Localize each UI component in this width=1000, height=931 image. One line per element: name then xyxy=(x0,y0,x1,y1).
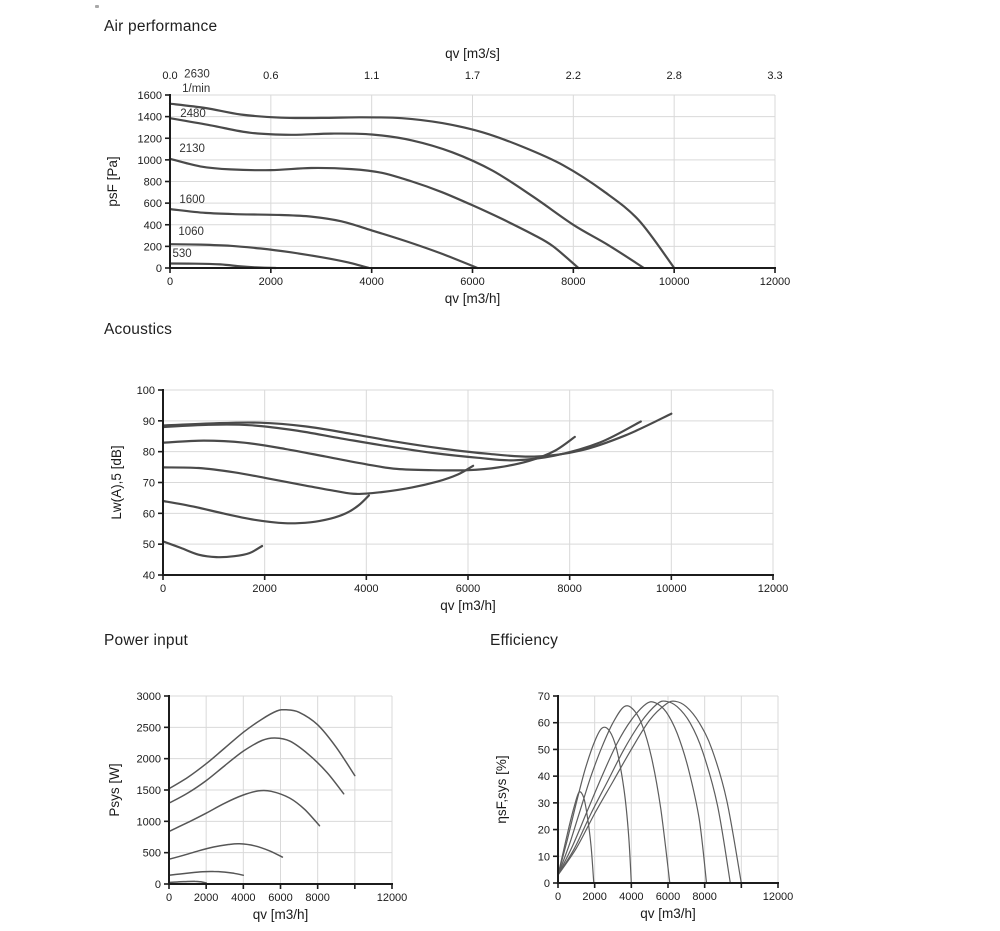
y-tick-label: 1200 xyxy=(137,133,162,146)
y-tick-label: 800 xyxy=(143,176,162,189)
y-tick-label: 0 xyxy=(155,263,162,275)
x-axis-title: qv [m3/h] xyxy=(252,907,309,922)
y-tick-label: 1600 xyxy=(137,90,162,102)
efficiency-chart xyxy=(478,656,794,931)
x-tick-label: 2000 xyxy=(582,891,607,903)
curve-label-1060: 1060 xyxy=(178,226,204,239)
x-tick-label: 2000 xyxy=(193,892,219,904)
x-tick-label: 12000 xyxy=(757,583,789,595)
x2-tick-label: 2.8 xyxy=(666,70,682,82)
x-tick-label: 6000 xyxy=(460,276,485,288)
y-tick-label: 80 xyxy=(142,446,155,459)
y-axis-title: Lw(A),5 [dB] xyxy=(109,445,124,520)
y-tick-label: 3000 xyxy=(136,691,161,703)
x-tick-label: 4000 xyxy=(359,276,384,288)
tick-labels xyxy=(137,691,408,904)
x-tick-label: 2000 xyxy=(258,276,284,288)
series-530 xyxy=(169,881,206,883)
x2-tick-label: 0.0 xyxy=(162,70,178,82)
y-axis-title: Psys [W] xyxy=(107,763,122,817)
x-tick-label: 8000 xyxy=(561,276,586,288)
series-1600 xyxy=(170,209,478,268)
axis-ticks xyxy=(158,390,773,580)
y-tick-label: 100 xyxy=(136,385,155,397)
axis-ticks xyxy=(553,696,778,888)
x2-tick-label: 1.1 xyxy=(364,70,380,82)
y-tick-label: 40 xyxy=(142,570,155,582)
x2-tick-label: 3.3 xyxy=(767,70,783,82)
x-tick-label: 8000 xyxy=(557,583,582,595)
series-2130 xyxy=(163,437,575,471)
x-tick-label: 10000 xyxy=(656,583,687,595)
y-tick-label: 70 xyxy=(537,691,550,703)
gridlines xyxy=(558,696,778,883)
series-1060 xyxy=(163,496,369,524)
curve-label-1600: 1600 xyxy=(179,194,205,207)
x-tick-label: 8000 xyxy=(692,891,717,903)
y-tick-label: 60 xyxy=(537,717,550,730)
y-tick-label: 1000 xyxy=(137,154,162,167)
x-tick-label: 2000 xyxy=(252,583,277,595)
x-tick-label: 10000 xyxy=(658,276,690,288)
air-performance-chart xyxy=(100,42,800,320)
x-tick-label: 0 xyxy=(166,276,174,288)
x-tick-label: 12000 xyxy=(759,276,791,288)
x2-tick-label: 2.2 xyxy=(565,70,581,82)
y-tick-label: 20 xyxy=(537,824,550,837)
efficiency-title: Efficiency xyxy=(490,632,559,649)
gridlines xyxy=(163,390,773,575)
y-tick-label: 60 xyxy=(142,508,155,521)
y-tick-label: 1400 xyxy=(137,111,162,124)
x-tick-label: 12000 xyxy=(762,891,794,903)
power-input-title: Power input xyxy=(104,632,189,649)
y-tick-label: 0 xyxy=(543,878,550,890)
y-tick-label: 0 xyxy=(154,879,161,891)
x-axis-title: qv [m3/h] xyxy=(640,906,696,921)
tick-labels xyxy=(138,90,791,288)
y-tick-label: 2500 xyxy=(136,722,161,735)
x-tick-label: 12000 xyxy=(376,892,408,904)
y-tick-label: 40 xyxy=(537,771,550,784)
x-axis-title: qv [m3/h] xyxy=(444,291,501,306)
curve-label-1min: 1/min xyxy=(182,82,211,95)
curve-label-530: 530 xyxy=(172,248,192,261)
y-tick-label: 70 xyxy=(142,477,155,490)
x2-tick-label: 1.7 xyxy=(464,70,481,82)
series-curves xyxy=(163,414,671,557)
x-tick-label: 6000 xyxy=(655,891,681,903)
secondary-x-axis xyxy=(162,46,782,82)
x-axis-title: qv [m3/h] xyxy=(440,598,496,613)
x-tick-label: 4000 xyxy=(354,583,379,595)
series-1600 xyxy=(169,844,282,859)
x-tick-label: 0 xyxy=(159,583,167,595)
gridlines xyxy=(170,95,775,268)
y-tick-label: 30 xyxy=(537,797,550,810)
series-2480 xyxy=(170,118,644,268)
y-tick-label: 10 xyxy=(537,851,550,864)
curve-label-2630: 2630 xyxy=(184,68,210,81)
acoustics-chart xyxy=(100,368,800,618)
x-tick-label: 0 xyxy=(165,892,173,904)
tick-labels xyxy=(137,385,789,595)
x-tick-label: 6000 xyxy=(268,892,293,904)
x-tick-label: 6000 xyxy=(455,583,481,595)
y-tick-label: 90 xyxy=(142,415,155,428)
y-axis-title: ηsF,sys [%] xyxy=(494,755,509,824)
y-tick-label: 1500 xyxy=(136,785,161,797)
y-tick-label: 50 xyxy=(142,539,155,552)
page-corner-mark xyxy=(95,5,99,8)
power-input-chart xyxy=(100,656,412,931)
x2-tick-label: 0.6 xyxy=(263,70,279,82)
acoustics-title: Acoustics xyxy=(104,321,173,338)
x2-axis-title: qv [m3/s] xyxy=(445,46,500,61)
y-tick-label: 50 xyxy=(537,744,550,757)
y-tick-label: 600 xyxy=(143,198,162,211)
series-2130 xyxy=(169,790,320,831)
series-curves xyxy=(169,710,355,883)
x-tick-label: 4000 xyxy=(619,891,644,903)
y-tick-label: 500 xyxy=(142,847,161,860)
y-tick-label: 2000 xyxy=(136,753,161,766)
x-tick-label: 8000 xyxy=(305,892,330,904)
y-tick-label: 400 xyxy=(143,219,162,232)
x-tick-label: 0 xyxy=(554,891,562,903)
series-curves xyxy=(558,701,741,883)
y-tick-label: 200 xyxy=(143,241,162,254)
series-2630 xyxy=(169,710,355,789)
y-axis-title: psF [Pa] xyxy=(105,156,120,207)
curve-label-2130: 2130 xyxy=(179,142,205,155)
x-tick-label: 4000 xyxy=(231,892,256,904)
air-performance-title: Air performance xyxy=(104,18,218,35)
curve-label-2480: 2480 xyxy=(180,108,206,121)
y-tick-label: 1000 xyxy=(136,816,161,829)
series-curves xyxy=(170,104,674,268)
